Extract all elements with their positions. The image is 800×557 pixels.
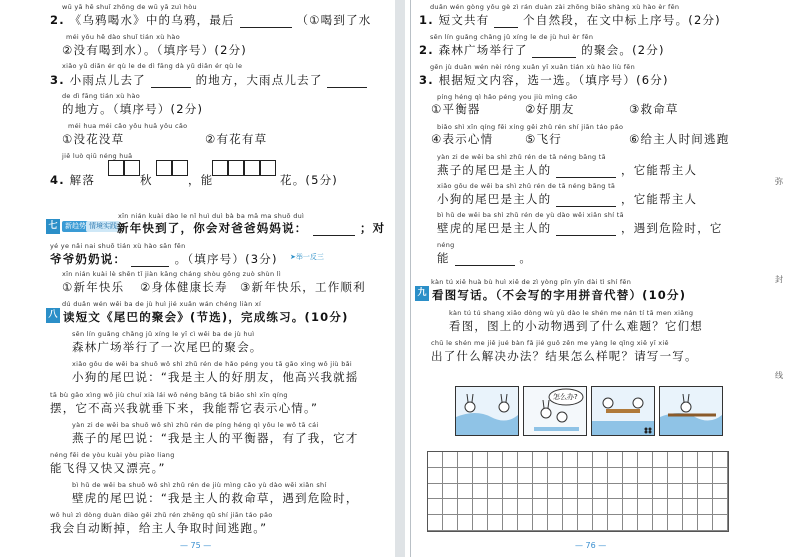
r-q2-text-b: 的聚会。(2分) (581, 43, 665, 57)
s7-answer-blank2[interactable] (131, 256, 169, 267)
r-q1-answer-blank[interactable] (494, 17, 518, 28)
seal-line-char-3: 线 (775, 371, 783, 380)
writing-grid-cell[interactable] (488, 515, 503, 531)
s8-line5-pinyin: néng fēi de yòu kuài yòu piào liang (50, 451, 175, 459)
writing-grid[interactable] (427, 451, 729, 532)
writing-grid-cell[interactable] (593, 499, 608, 515)
s7-pinyin2: yé ye nǎi nai shuō tián xù hào sān fēn (50, 242, 186, 250)
r-q3-line4-pinyin: néng (437, 241, 455, 249)
s7-text-b: ；对 (359, 221, 386, 235)
r-q3-opt5: ⑤飞行 (525, 132, 562, 146)
writing-grid-cell[interactable] (698, 515, 713, 531)
q3-pinyin3: méi hua méi cǎo yǒu huā yǒu cǎo (68, 122, 188, 130)
writing-grid-cell[interactable] (548, 499, 563, 515)
s7-text2: 爷爷奶奶说： (50, 252, 127, 266)
r-q3-line4-a: 能 (437, 251, 450, 265)
writing-grid-cell[interactable] (458, 515, 473, 531)
writing-grid-cell[interactable] (683, 452, 698, 468)
s7-text: 新年快到了，你会对爸爸妈妈说： (117, 221, 308, 235)
r-q2-line (419, 42, 665, 58)
s7-text2-b: 。（填序号）(3分) (174, 252, 278, 266)
q4-text-d: 花。(5分) (280, 173, 338, 187)
q3-option2: ②有花有草 (205, 132, 268, 146)
r-q1-line (419, 12, 721, 28)
q2-text2: ②没有喝到水）。（填序号）(2分) (62, 43, 247, 57)
writing-grid-cell[interactable] (578, 468, 593, 484)
r-q3-number: 3. (419, 73, 434, 87)
q3-number: 3. (50, 73, 65, 87)
writing-grid-cell[interactable] (668, 452, 683, 468)
writing-grid-cell[interactable] (668, 515, 683, 531)
right-page-number: — 76 — (575, 541, 607, 550)
q3-text-b: 的地方，大雨点儿去了 (195, 73, 323, 87)
r-q3-opt1: ①平衡器 (431, 102, 481, 116)
q3-text: 小雨点儿去了 (69, 73, 146, 87)
seal-line-char-1: 弥 (775, 177, 783, 186)
story-picture-3 (591, 386, 655, 436)
s8-line7: 我会自动断掉，给主人争取时间逃跑。” (50, 521, 268, 535)
s9-pinyin2: kàn tú tú shang xiǎo dòng wù yù dào le shén me nán tí tā men xiǎng (449, 309, 694, 317)
writing-grid-cell[interactable] (518, 499, 533, 515)
writing-grid-cell[interactable] (443, 468, 458, 484)
s8-line1-pinyin: sēn lín guǎng chǎng jǔ xíng le yī cì wěi ba de jù huì (72, 330, 255, 338)
r-q3-opts-pinyin1: píng héng qì hǎo péng you jiù mìng cǎo (437, 93, 578, 101)
s8-line6: 壁虎的尾巴说：“我是主人的救命草，遇到危险时， (72, 491, 359, 505)
writing-grid-cell[interactable] (653, 468, 668, 484)
writing-grid-cell[interactable] (638, 468, 653, 484)
writing-grid-cell[interactable] (593, 515, 608, 531)
writing-grid-cell[interactable] (638, 499, 653, 515)
writing-grid-cell[interactable] (713, 484, 728, 500)
s8-pinyin: dú duǎn wén wěi ba de jù huì jié xuǎn wán chéng liàn xí (62, 300, 262, 308)
r-q1-text-a: 短文共有 (438, 13, 490, 27)
writing-grid-cell[interactable] (473, 515, 488, 531)
s7-pinyin: xīn nián kuài dào le nǐ huì duì bà ba mā ma shuō duì (118, 212, 305, 220)
writing-grid-cell[interactable] (503, 515, 518, 531)
writing-grid-cell[interactable] (518, 515, 533, 531)
writing-grid-cell[interactable] (428, 499, 443, 515)
q4-box-3[interactable] (156, 160, 172, 176)
s8-badge: 八 (46, 308, 60, 323)
s9-pinyin3: chū le shén me jiě jué bàn fǎ jié guǒ zěn me yàng le qǐng xiě yī xiě (431, 339, 669, 347)
q3-option1: ①没花没草 (62, 132, 125, 146)
r-q3-line3 (437, 220, 723, 236)
writing-grid-cell[interactable] (443, 515, 458, 531)
r-q3-line3-a: 壁虎的尾巴是主人的 (437, 221, 552, 235)
writing-grid-cell[interactable] (428, 452, 443, 468)
r-q3-text: 根据短文内容，选一选。（填序号）(6分) (438, 73, 669, 87)
q2-number: 2. (50, 13, 65, 27)
writing-grid-cell[interactable] (623, 499, 638, 515)
writing-grid-cell[interactable] (608, 468, 623, 484)
writing-grid-cell[interactable] (443, 452, 458, 468)
writing-grid-cell[interactable] (548, 515, 563, 531)
q2-answer-blank[interactable] (240, 17, 292, 28)
s8-line2: 小狗的尾巴说：“我是主人的好朋友，他高兴我就摇 (72, 370, 359, 384)
q3-line (50, 72, 367, 88)
writing-grid-cell[interactable] (473, 468, 488, 484)
writing-grid-cell[interactable] (578, 452, 593, 468)
writing-grid-cell[interactable] (503, 499, 518, 515)
writing-grid-cell[interactable] (698, 468, 713, 484)
q4-pinyin: jiě luò qiū néng huā (62, 152, 133, 160)
q4-text-a: 解落 (69, 173, 96, 187)
writing-grid-cell[interactable] (533, 484, 548, 500)
writing-grid-cell[interactable] (593, 452, 608, 468)
q2-line (50, 12, 371, 28)
q4-text-b: 秋 (140, 173, 153, 187)
r-q3-pinyin: gēn jù duǎn wén nèi róng xuǎn yī xuǎn tián xù hào liù fēn (430, 63, 636, 71)
writing-grid-cell[interactable] (428, 515, 443, 531)
r-q2-pinyin: sēn lín guǎng chǎng jǔ xíng le de jù huì èr fēn (430, 33, 594, 41)
r-q2-number: 2. (419, 43, 434, 57)
s8-title: 读短文《尾巴的聚会》(节选)，完成练习。(10分) (63, 310, 349, 324)
writing-grid-cell[interactable] (443, 484, 458, 500)
writing-grid-cell[interactable] (683, 484, 698, 500)
r-q3-line1 (437, 162, 697, 178)
writing-grid-cell[interactable] (428, 468, 443, 484)
s7-line (117, 220, 385, 236)
q4-box-6[interactable] (228, 160, 244, 176)
r-q3-line2-pinyin: xiǎo gǒu de wěi ba shì zhǔ rén de tā néng bāng tā (437, 182, 616, 190)
writing-grid-cell[interactable] (533, 515, 548, 531)
s8-line3-pinyin: tā bù gāo xìng wǒ jiù chuí xià lái wǒ néng bāng tā biǎo shì xīn qíng (50, 391, 288, 399)
writing-grid-cell[interactable] (533, 499, 548, 515)
writing-grid-cell[interactable] (443, 499, 458, 515)
writing-grid-cell[interactable] (593, 484, 608, 500)
writing-grid-cell[interactable] (548, 468, 563, 484)
s7-option2: ②身体健康长寿 (140, 280, 228, 294)
writing-grid-cell[interactable] (563, 484, 578, 500)
r-q3-line4-b: 。 (519, 251, 533, 265)
q4-box-5[interactable] (212, 160, 228, 176)
r-q2-text-a: 森林广场举行了 (438, 43, 528, 57)
book-gutter (395, 0, 405, 557)
story-picture-4 (659, 386, 723, 436)
writing-grid-cell[interactable] (683, 515, 698, 531)
writing-grid-cell[interactable] (653, 515, 668, 531)
rabbits-crossing-illustration (660, 387, 722, 435)
s9-badge: 九 (415, 286, 429, 301)
r-q3-line1-a: 燕子的尾巴是主人的 (437, 163, 552, 177)
writing-grid-cell[interactable] (638, 452, 653, 468)
r-q1-number: 1. (419, 13, 434, 27)
s7-option1: ①新年快乐 (62, 280, 125, 294)
writing-grid-cell[interactable] (533, 452, 548, 468)
rabbits-river-illustration-1 (456, 387, 518, 435)
writing-grid-cell[interactable] (713, 515, 728, 531)
writing-grid-cell[interactable] (698, 484, 713, 500)
writing-grid-cell[interactable] (563, 515, 578, 531)
writing-grid-cell[interactable] (638, 484, 653, 500)
writing-grid-cell[interactable] (713, 468, 728, 484)
writing-grid-cell[interactable] (653, 499, 668, 515)
r-q3-line1-pinyin: yàn zi de wěi ba shì zhǔ rén de tā néng bāng tā (437, 153, 606, 161)
writing-grid-cell[interactable] (653, 452, 668, 468)
writing-grid-cell[interactable] (533, 468, 548, 484)
q2-pinyin2: méi yǒu hē dào shuǐ tián xù hào (66, 33, 180, 41)
s7-tag-extend: ➤举一反三 (290, 253, 324, 261)
s7-option3: ③新年快乐，工作顺利 (240, 280, 366, 294)
s8-line6-pinyin: bì hǔ de wěi ba shuō wǒ shì zhǔ rén de jiù mìng cǎo yù dào wēi xiǎn shí (72, 481, 327, 489)
s7-badge: 七 (46, 219, 60, 234)
r-q3-line2-blank1[interactable] (556, 196, 616, 207)
writing-grid-cell[interactable] (653, 484, 668, 500)
writing-grid-cell[interactable] (623, 468, 638, 484)
q2-text: 《乌鸦喝水》中的乌鸦，最后 (69, 13, 235, 27)
writing-grid-cell[interactable] (518, 484, 533, 500)
writing-grid-cell[interactable] (578, 515, 593, 531)
writing-grid-cell[interactable] (473, 452, 488, 468)
s7-tag-trend: 新趋势 (62, 221, 89, 232)
writing-grid-cell[interactable] (698, 452, 713, 468)
writing-grid-cell[interactable] (488, 499, 503, 515)
r-q3-line3-pinyin: bì hǔ de wěi ba shì zhǔ rén de yù dào wēi xiǎn shí tā (437, 211, 624, 219)
writing-grid-cell[interactable] (668, 468, 683, 484)
r-q3-opts-pinyin2: biǎo shì xīn qíng fēi xíng gěi zhǔ rén shí jiān táo pǎo (437, 123, 624, 131)
left-page (0, 0, 395, 557)
q4-box-7[interactable] (244, 160, 260, 176)
writing-grid-cell[interactable] (563, 452, 578, 468)
writing-grid-cell[interactable] (563, 468, 578, 484)
q3-answer-blank1[interactable] (151, 77, 191, 88)
writing-grid-cell[interactable] (503, 468, 518, 484)
s8-line2-pinyin: xiǎo gǒu de wěi ba shuō wǒ shì zhǔ rén de hǎo péng you tā gāo xìng wǒ jiù bǎi (72, 360, 353, 368)
s7-line2 (50, 251, 278, 267)
writing-grid-cell[interactable] (458, 484, 473, 500)
rabbits-building-illustration (592, 387, 654, 435)
writing-grid-cell[interactable] (548, 452, 563, 468)
q4-text-c: ，能 (188, 173, 214, 187)
writing-grid-cell[interactable] (623, 515, 638, 531)
r-q3-line2 (437, 191, 697, 207)
s7-pinyin3: xīn nián kuài lè shēn tǐ jiàn kāng cháng shòu gōng zuò shùn lì (62, 270, 281, 278)
r-q3-line4-blank[interactable] (455, 255, 515, 266)
r-q3-opt2: ②好朋友 (525, 102, 575, 116)
r-q1-pinyin: duǎn wén gòng yǒu gè zì rán duàn zài zhōng biāo shàng xù hào èr fēn (430, 3, 680, 11)
writing-grid-cell[interactable] (548, 484, 563, 500)
writing-grid-cell[interactable] (458, 468, 473, 484)
r-q3-line4 (437, 250, 532, 266)
r-q3-line2-b: ，它能帮主人 (621, 192, 698, 206)
writing-grid-cell[interactable] (488, 468, 503, 484)
q3-text2: 的地方。（填序号）(2分) (62, 102, 204, 116)
writing-grid-cell[interactable] (518, 468, 533, 484)
story-picture-2 (523, 386, 587, 436)
writing-grid-cell[interactable] (713, 452, 728, 468)
s9-pinyin: kàn tú xiě huà bù huì xiě de zì yòng pīn yīn dài tì shí fēn (431, 278, 632, 286)
r-q3-line3-b: ，遇到危险时，它 (621, 221, 723, 235)
writing-grid-cell[interactable] (578, 499, 593, 515)
q4-box-8[interactable] (260, 160, 276, 176)
writing-grid-cell[interactable] (608, 484, 623, 500)
writing-grid-cell[interactable] (518, 452, 533, 468)
writing-grid-cell[interactable] (608, 499, 623, 515)
s7-answer-blank1[interactable] (313, 225, 355, 236)
s8-line4-pinyin: yàn zi de wěi ba shuō wǒ shì zhǔ rén de píng héng qì yǒu le wǒ tā cái (72, 421, 319, 429)
writing-grid-cell[interactable] (488, 484, 503, 500)
writing-grid-cell[interactable] (458, 499, 473, 515)
writing-grid-cell[interactable] (713, 499, 728, 515)
speech-bubble-text: 怎么办? (553, 393, 578, 401)
writing-grid-cell[interactable] (623, 484, 638, 500)
writing-grid-cell[interactable] (698, 499, 713, 515)
writing-grid-cell[interactable] (638, 515, 653, 531)
q4-box-4[interactable] (172, 160, 188, 176)
q2-pinyin: wū yā hē shuǐ zhōng de wū yā zuì hòu (62, 3, 197, 11)
s8-line3: 摆，它不高兴我就垂下来，我能帮它表示心情。” (50, 401, 319, 415)
s8-line1: 森林广场举行了一次尾巴的聚会。 (72, 340, 263, 354)
q2-option1: （①喝到了水 (296, 13, 372, 27)
writing-grid-cell[interactable] (473, 484, 488, 500)
writing-grid-cell[interactable] (458, 452, 473, 468)
writing-grid-cell[interactable] (503, 484, 518, 500)
writing-grid-cell[interactable] (503, 452, 518, 468)
q4-number: 4. 解落 (50, 173, 96, 187)
r-q3-line3-blank1[interactable] (556, 225, 616, 236)
right-page (405, 0, 800, 557)
writing-grid-cell[interactable] (608, 452, 623, 468)
s9-text2: 看图，图上的小动物遇到了什么难题？它们想 (449, 319, 703, 333)
writing-grid-cell[interactable] (623, 452, 638, 468)
writing-grid-cell[interactable] (593, 468, 608, 484)
s8-line5: 能飞得又快又漂亮。” (50, 461, 166, 475)
r-q3-line2-a: 小狗的尾巴是主人的 (437, 192, 552, 206)
writing-grid-cell[interactable] (563, 499, 578, 515)
r-q2-answer-blank[interactable] (532, 47, 576, 58)
writing-grid-cell[interactable] (578, 484, 593, 500)
r-q3-opt4: ④表示心情 (431, 132, 494, 146)
writing-grid-cell[interactable] (488, 452, 503, 468)
q3-answer-blank2[interactable] (327, 77, 367, 88)
left-page-number: — 75 — (180, 541, 212, 550)
q4-box-1[interactable] (108, 160, 124, 176)
r-q3-line1-blank1[interactable] (556, 167, 616, 178)
r-q3-line (419, 72, 669, 88)
r-q3-line1-b: ，它能帮主人 (621, 163, 698, 177)
writing-grid-cell[interactable] (668, 484, 683, 500)
q3-pinyin2: de dì fāng tián xù hào (62, 92, 141, 100)
writing-grid-cell[interactable] (683, 468, 698, 484)
r-q1-text-b: 个自然段，在文中标上序号。(2分) (523, 13, 721, 27)
writing-grid-cell[interactable] (428, 484, 443, 500)
writing-grid-cell[interactable] (608, 515, 623, 531)
writing-grid-cell[interactable] (668, 499, 683, 515)
left-margin-line (410, 0, 411, 557)
s8-line7-pinyin: wǒ huì zì dòng duàn diào gěi zhǔ rén zhēng qǔ shí jiān táo pǎo (50, 511, 273, 519)
s7-tag-practice: 情境实践 (86, 221, 120, 232)
writing-grid-cell[interactable] (683, 499, 698, 515)
seal-line-char-2: 封 (775, 275, 783, 284)
r-q3-opt6: ⑥给主人时间逃跑 (629, 132, 730, 146)
q4-box-2[interactable] (124, 160, 140, 176)
q3-pinyin: xiǎo yǔ diǎn ér qù le de dì fāng dà yǔ diǎn ér qù le (62, 62, 243, 70)
story-picture-1 (455, 386, 519, 436)
s8-line4: 燕子的尾巴说：“我是主人的平衡器，有了我，它才 (72, 431, 359, 445)
s9-title: 看图写话。（不会写的字用拼音代替）(10分) (432, 288, 687, 302)
r-q3-opt3: ③救命草 (629, 102, 679, 116)
s9-text3: 出了什么解决办法？结果怎么样呢？请写一写。 (431, 349, 698, 363)
writing-grid-cell[interactable] (473, 499, 488, 515)
